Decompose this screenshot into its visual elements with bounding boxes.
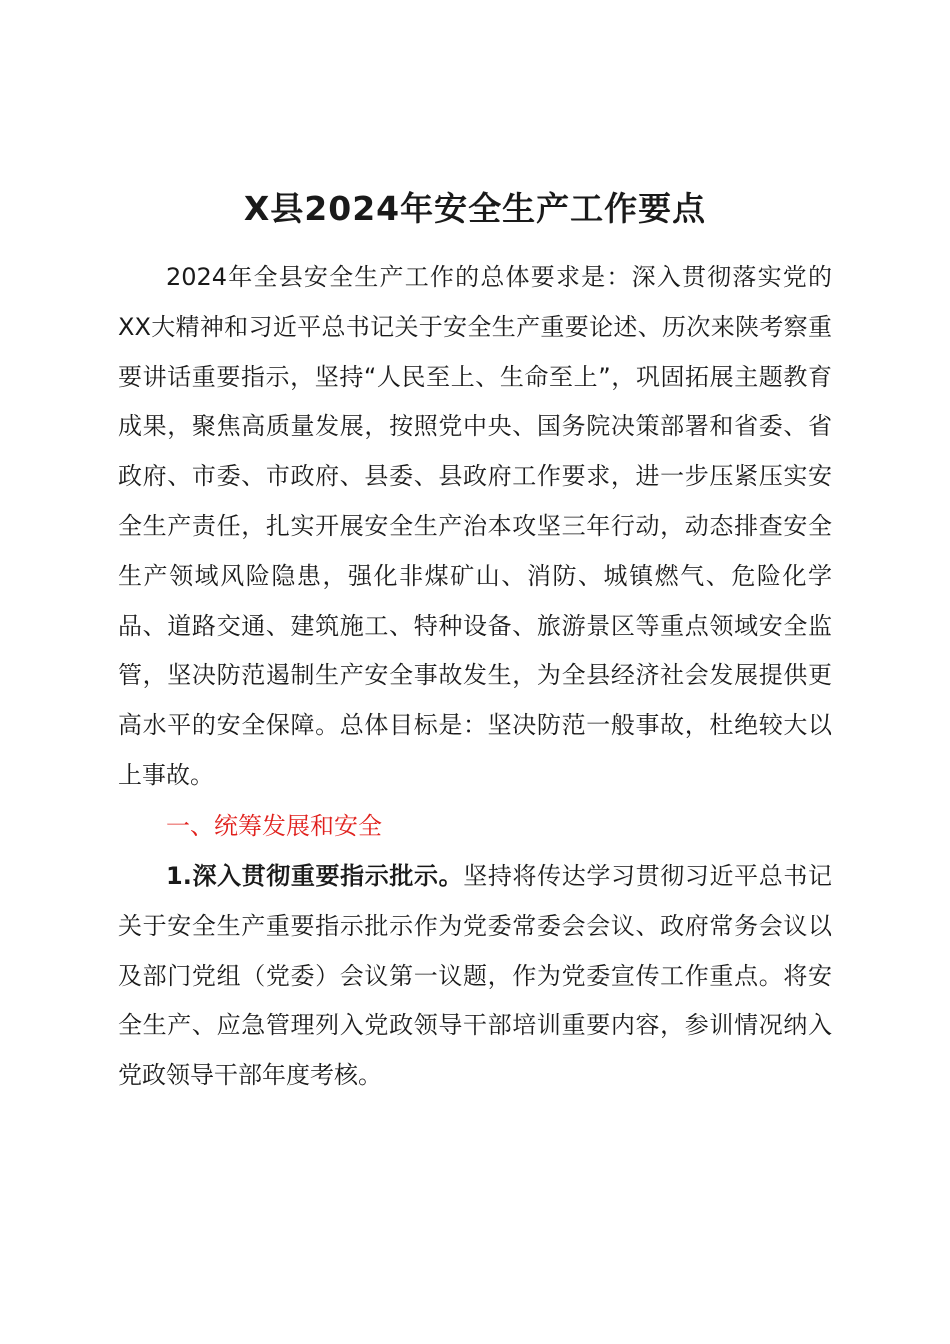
- section-heading: 一、统筹发展和安全: [166, 812, 382, 840]
- item-lead: 1.深入贯彻重要指示批示。: [166, 862, 464, 890]
- document-title: X县2024年安全生产工作要点: [243, 189, 707, 228]
- intro-paragraph: 2024年全县安全生产工作的总体要求是：深入贯彻落实党的XX大精神和习近平总书记关于安全生产重要论述、历次来陕考察重要讲话重要指示，坚持“人民至上、生命至上”，巩固拓展主题教育成果，聚焦高质量发展，按照党中央、国务院决策部署和省委、省政府、市委、市政府、县委、县政府工作要求，进一步压紧压实安全生产责任，扎实开展安全生产治本攻坚三年行动，动态排查安全生产领域风险隐患，强化非煤矿山、消防、城镇燃气、危险化学品、道路交通、建筑施工、特种设备、旅游景区等重点领域安全监管，坚决防范遏制生产安全事故发生，为全县经济社会发展提供更高水平的安全保障。总体目标是：坚决防范一般事故，杜绝较大以上事故。: [118, 263, 832, 789]
- item-text: 坚持将传达学习贯彻习近平总书记关于安全生产重要指示批示作为党委常委会会议、政府常务会议以及部门党组（党委）会议第一议题，作为党委宣传工作重点。将安全生产、应急管理列入党政领导干部培训重要内容，参训情况纳入党政领导干部年度考核。: [118, 862, 832, 1090]
- item-paragraph: [118, 852, 832, 1101]
